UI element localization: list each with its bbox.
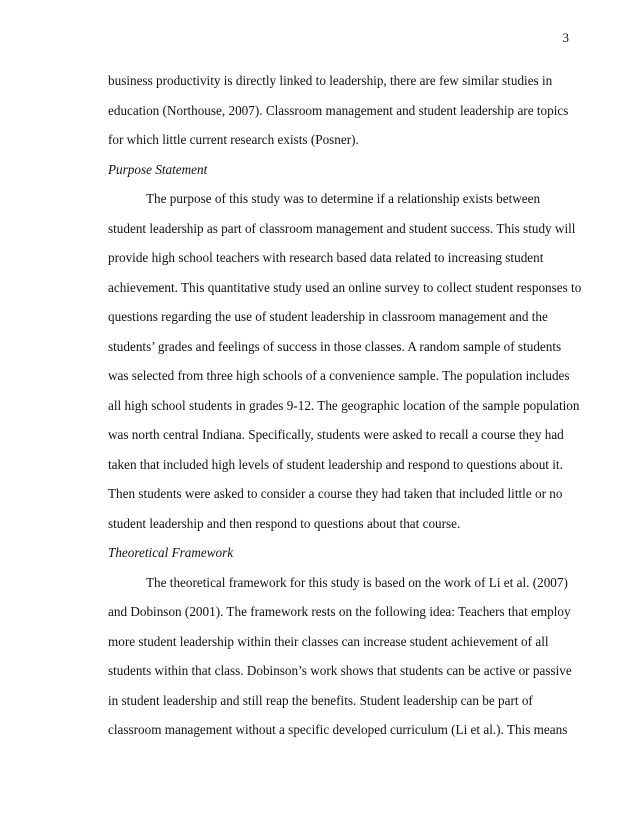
text-line: and Dobinson (2001). The framework rests on the following idea: Teachers that employ xyxy=(108,604,571,619)
text-line: students’ grades and feelings of success in those classes. A random sample of students xyxy=(108,338,562,354)
text-line: student leadership and then respond to questions about that course. xyxy=(108,515,461,531)
text-line: classroom management without a specific developed curriculum (Li et al.). This means xyxy=(108,722,568,737)
text-line: taken that included high levels of student leadership and respond to questions about it. xyxy=(108,456,563,472)
paragraph-framework xyxy=(108,568,576,745)
text-line: in student leadership and still reap the benefits. Student leadership can be part of xyxy=(108,692,533,708)
page-content xyxy=(108,66,582,745)
page-number: 3 xyxy=(562,30,569,45)
text-line: for which little current research exists (Posner). xyxy=(108,132,359,147)
text-line: achievement. This quantitative study used an online survey to collect student responses to xyxy=(108,279,582,295)
text-line: education (Northouse, 2007). Classroom management and student leadership are topics xyxy=(108,102,569,118)
text-line: The theoretical framework for this study is based on the work of Li et al. (2007) xyxy=(146,574,568,590)
paragraph-purpose xyxy=(108,184,582,538)
text-line: student leadership as part of classroom management and student success. This study will xyxy=(108,220,576,236)
section-heading-purpose: Purpose Statement xyxy=(108,161,208,177)
text-line: questions regarding the use of student leadership in classroom management and the xyxy=(108,309,548,324)
text-line: business productivity is directly linked to leadership, there are few similar studies in xyxy=(108,73,553,88)
text-line: more student leadership within their classes can increase student achievement of all xyxy=(108,633,549,649)
text-line: was north central Indiana. Specifically, students were asked to recall a course they had xyxy=(108,427,564,442)
text-line: Then students were asked to consider a course they had taken that included little or no xyxy=(108,486,563,501)
text-line: all high school students in grades 9-12. The geographic location of the sample population xyxy=(108,397,580,413)
paragraph-continuation xyxy=(108,66,576,155)
text-line: The purpose of this study was to determine if a relationship exists between xyxy=(146,191,541,206)
text-line: students within that class. Dobinson’s work shows that students can be active or passive xyxy=(108,663,572,678)
section-heading-framework: Theoretical Framework xyxy=(108,545,234,560)
text-line: was selected from three high schools of a convenience sample. The population includes xyxy=(108,368,570,383)
text-line: provide high school teachers with research based data related to increasing student xyxy=(108,250,544,265)
